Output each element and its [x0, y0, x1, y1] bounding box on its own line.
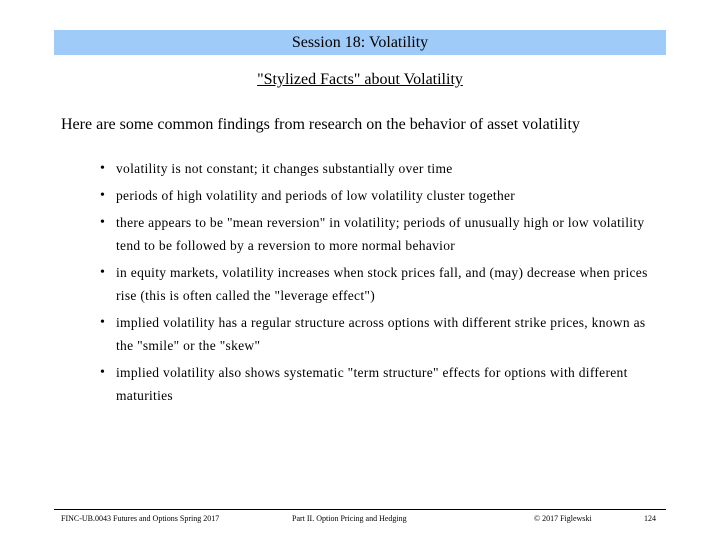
footer-part: Part II. Option Pricing and Hedging [292, 514, 407, 523]
bullet-text: implied volatility has a regular structure across options with different strike prices, known as the "smile" or the "skew" [116, 315, 646, 353]
bullet-text: periods of high volatility and periods of low volatility cluster together [116, 188, 516, 203]
bullet-item [100, 261, 660, 307]
bullet-item [100, 184, 660, 207]
bullet-list [100, 157, 660, 411]
slide-subtitle: "Stylized Facts" about Volatility [257, 71, 463, 88]
bullet-dot-icon: • [100, 215, 106, 230]
bullet-dot-icon: • [100, 161, 106, 176]
bullet-item [100, 361, 660, 407]
bullet-item [100, 157, 660, 180]
footer-copyright: © 2017 Figlewski [534, 514, 592, 523]
footer-page-number: 124 [644, 514, 656, 523]
bullet-text: volatility is not constant; it changes substantially over time [116, 161, 453, 176]
footer-course: FINC-UB.0043 Futures and Options Spring 2017 [61, 514, 220, 523]
bullet-dot-icon: • [100, 265, 106, 280]
footer-divider [54, 509, 666, 510]
bullet-text: implied volatility also shows systematic "term structure" effects for options with different maturities [116, 365, 628, 403]
bullet-text: in equity markets, volatility increases when stock prices fall, and (may) decrease when prices rise (this is often called the "leverage effect") [116, 265, 648, 303]
intro-text: Here are some common findings from research on the behavior of asset volatility [61, 116, 580, 133]
title-bar [54, 30, 666, 55]
bullet-item [100, 211, 660, 257]
slide-title: Session 18: Volatility [291, 33, 429, 51]
bullet-text: there appears to be "mean reversion" in volatility; periods of unusually high or low volatility tend to be followed by a reversion to more normal behavior [116, 215, 645, 253]
bullet-item [100, 311, 660, 357]
bullet-dot-icon: • [100, 315, 106, 330]
bullet-dot-icon: • [100, 365, 106, 380]
bullet-dot-icon: • [100, 188, 106, 203]
